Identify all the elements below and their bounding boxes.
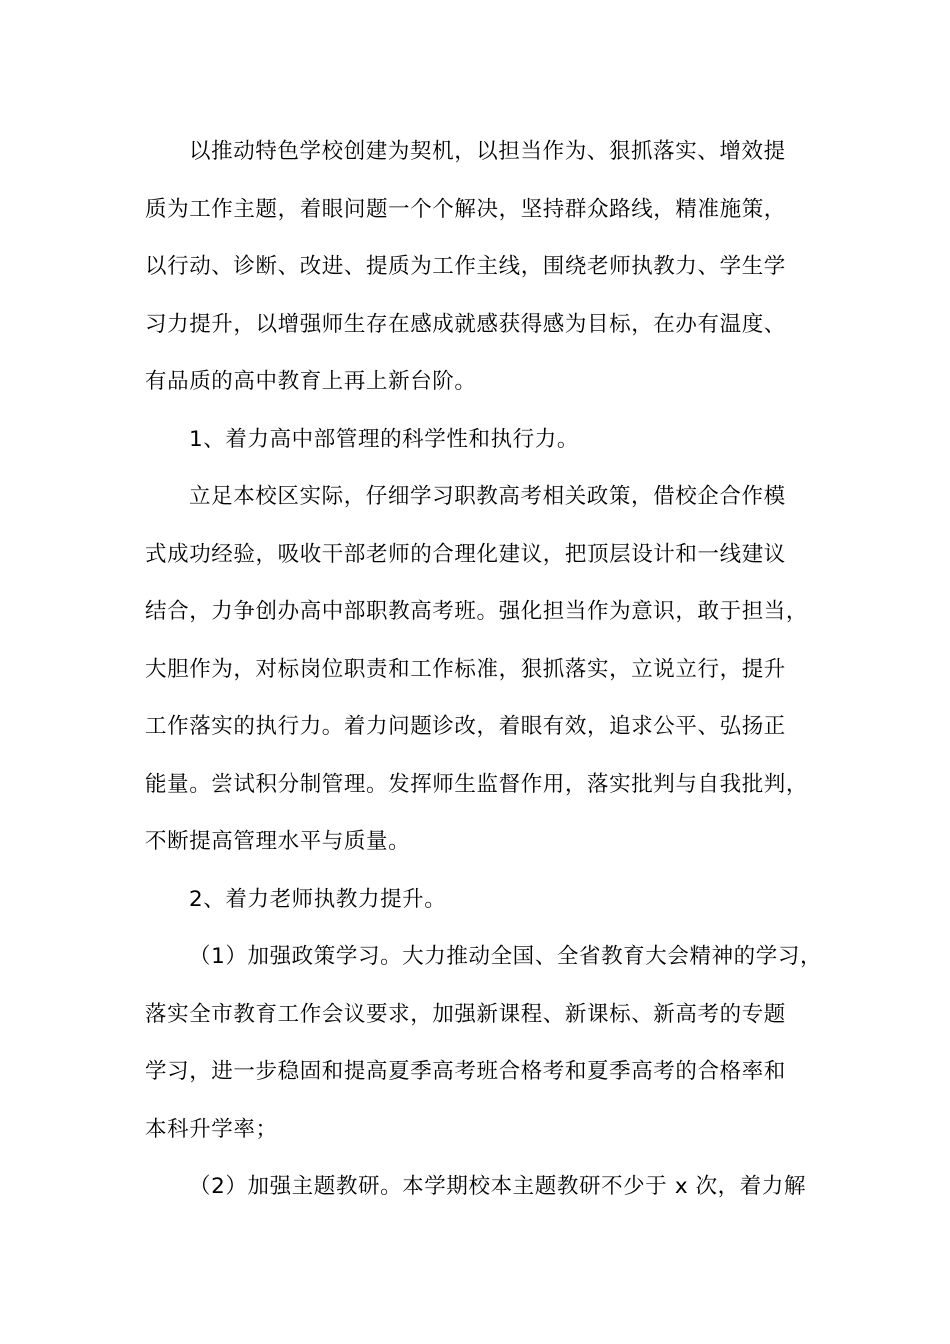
paragraph-line: 以推动特色学校创建为契机，以担当作为、狠抓落实、增效提 bbox=[189, 139, 786, 164]
paragraph-line: 能量。尝试积分制管理。发挥师生监督作用，落实批判与自我批判， bbox=[145, 771, 809, 797]
paragraph-line: 以行动、诊断、改进、提质为工作主线，围绕老师执教力、学生学 bbox=[145, 254, 786, 279]
paragraph-line: 结合，力争创办高中部职教高考班。强化担当作为意识，敢于担当， bbox=[145, 599, 809, 624]
paragraph-line: 不断提高管理水平与质量。 bbox=[145, 829, 411, 854]
paragraph-line: 大胆作为，对标岗位职责和工作标准，狠抓落实，立说立行，提升 bbox=[145, 656, 786, 682]
paragraph-line: 本科升学率； bbox=[145, 1116, 278, 1142]
paragraph-line: 立足本校区实际，仔细学习职教高考相关政策，借校企合作模 bbox=[189, 484, 786, 509]
paragraph-line: 习力提升，以增强师生存在感成就感获得感为目标，在办有温度、 bbox=[145, 311, 786, 337]
section-heading-2: 2、着力老师执教力提升。 bbox=[189, 886, 447, 912]
paragraph-line: 学习，进一步稳固和提高夏季高考班合格考和夏季高考的合格率和 bbox=[145, 1059, 786, 1084]
paragraph-line: 有品质的高中教育上再上新台阶。 bbox=[145, 369, 477, 394]
section-heading-1: 1、着力高中部管理的科学性和执行力。 bbox=[189, 426, 579, 452]
document-body bbox=[145, 132, 835, 1225]
paragraph-line: 落实全市教育工作会议要求，加强新课程、新课标、新高考的专题 bbox=[145, 1001, 786, 1027]
paragraph-line: 工作落实的执行力。着力问题诊改，着眼有效，追求公平、弘扬正 bbox=[145, 714, 786, 739]
list-item-1: （1）加强政策学习。大力推动全国、全省教育大会精神的学习， bbox=[189, 944, 823, 969]
list-item-2: （2）加强主题教研。本学期校本主题教研不少于 x 次，着力解 bbox=[189, 1174, 807, 1199]
paragraph-line: 式成功经验，吸收干部老师的合理化建议，把顶层设计和一线建议 bbox=[145, 541, 786, 567]
paragraph-line: 质为工作主题，着眼问题一个个解决，坚持群众路线，精准施策， bbox=[145, 196, 786, 222]
